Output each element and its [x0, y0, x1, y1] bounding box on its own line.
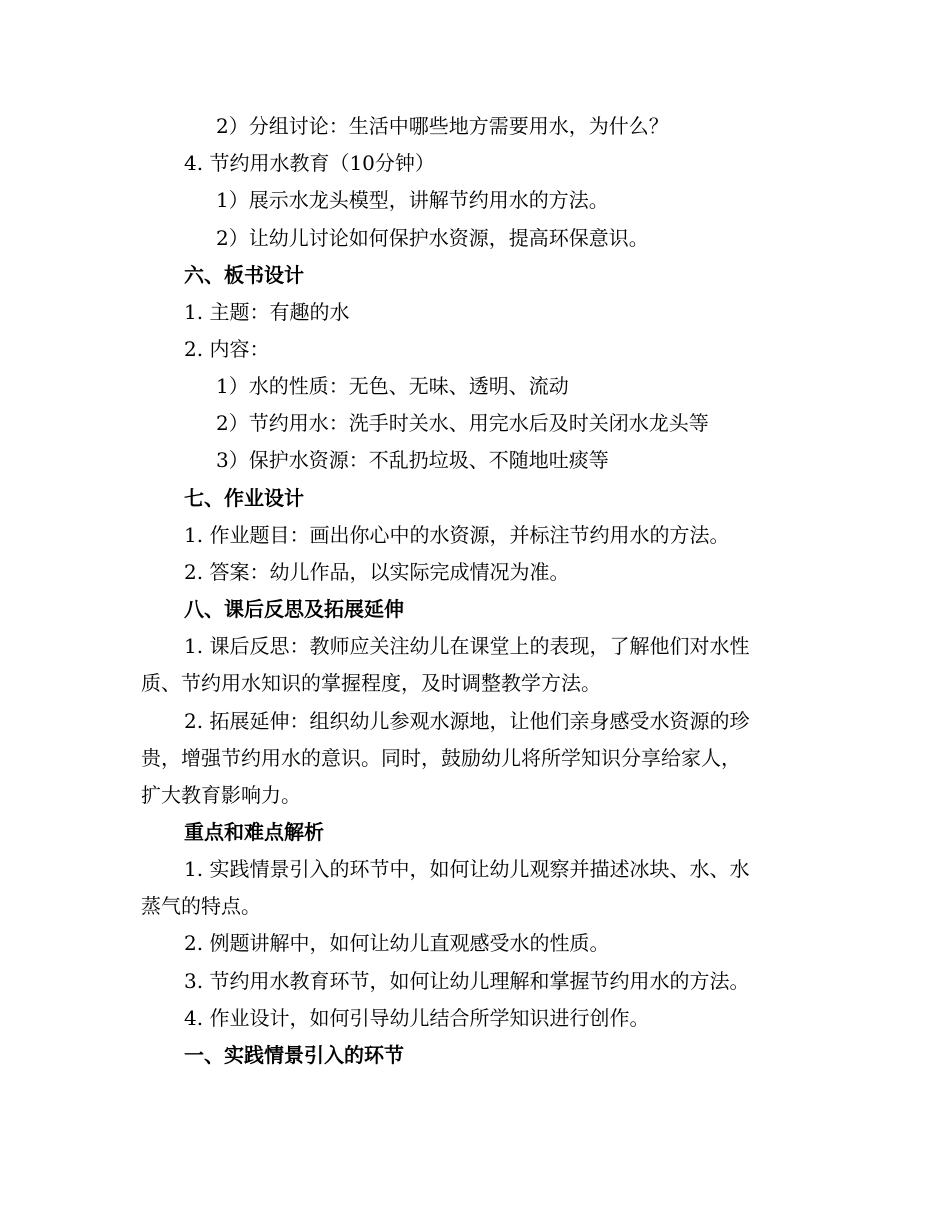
- section-heading: 重点和难点解析: [184, 820, 324, 844]
- sub-item: 2）让幼儿讨论如何保护水资源，提高环保意识。: [216, 226, 649, 250]
- sub-item: 3）保护水资源：不乱扔垃圾、不随地吐痰等: [216, 448, 609, 472]
- sub-item: 1）水的性质：无色、无味、透明、流动: [216, 374, 569, 398]
- list-item: 1. 作业题目：画出你心中的水资源，并标注节约用水的方法。: [184, 523, 730, 547]
- list-item: 3. 节约用水教育环节，如何让幼儿理解和掌握节约用水的方法。: [184, 969, 750, 993]
- list-item: 2. 答案：幼儿作品，以实际完成情况为准。: [184, 560, 570, 584]
- paragraph-line: 扩大教育影响力。: [141, 783, 301, 807]
- section-heading: 一、实践情景引入的环节: [184, 1043, 404, 1067]
- paragraph-line: 蒸气的特点。: [141, 894, 261, 918]
- list-item: 4. 节约用水教育（10分钟）: [184, 151, 435, 175]
- list-item: 2. 内容：: [184, 337, 270, 361]
- sub-item: 1）展示水龙头模型，讲解节约用水的方法。: [216, 188, 609, 212]
- list-item: 4. 作业设计，如何引导幼儿结合所学知识进行创作。: [184, 1006, 650, 1030]
- paragraph-line: 1. 课后反思：教师应关注幼儿在课堂上的表现，了解他们对水性: [184, 634, 750, 658]
- section-heading: 七、作业设计: [184, 486, 304, 510]
- paragraph-line: 1. 实践情景引入的环节中，如何让幼儿观察并描述冰块、水、水: [184, 857, 750, 881]
- paragraph-line: 2. 拓展延伸：组织幼儿参观水源地，让他们亲身感受水资源的珍: [184, 709, 750, 733]
- section-heading: 六、板书设计: [184, 263, 304, 287]
- paragraph-line: 贵，增强节约用水的意识。同时，鼓励幼儿将所学知识分享给家人，: [141, 746, 741, 770]
- sub-item: 2）节约用水：洗手时关水、用完水后及时关闭水龙头等: [216, 411, 709, 435]
- list-item: 1. 主题：有趣的水: [184, 300, 350, 324]
- list-item: 2. 例题讲解中，如何让幼儿直观感受水的性质。: [184, 931, 610, 955]
- sub-item: 2）分组讨论：生活中哪些地方需要用水，为什么？: [216, 114, 669, 138]
- section-heading: 八、课后反思及拓展延伸: [184, 597, 404, 621]
- paragraph-line: 质、节约用水知识的掌握程度，及时调整教学方法。: [141, 671, 601, 695]
